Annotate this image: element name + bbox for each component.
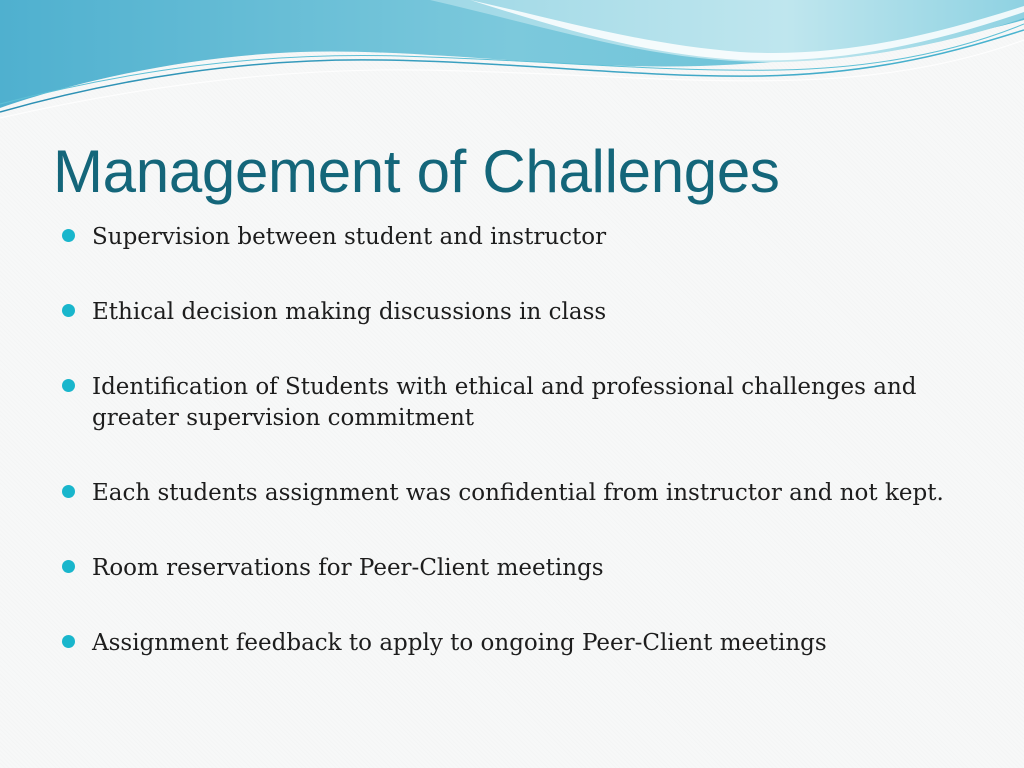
bullet-dot-icon: [62, 229, 75, 242]
bullet-dot-icon: [62, 635, 75, 648]
bullet-item: [60, 297, 970, 328]
bullet-text: Room reservations for Peer-Client meetings: [92, 555, 604, 581]
bullet-item: [60, 222, 970, 253]
bullet-item: [60, 478, 970, 509]
header-wave-decoration: [0, 0, 1024, 130]
bullet-text: Assignment feedback to apply to ongoing Peer-Client meetings: [92, 630, 827, 656]
bullet-item: [60, 553, 970, 584]
bullet-item: [60, 372, 970, 434]
bullet-text: Identification of Students with ethical and professional challenges and greater supervision commitment: [92, 374, 917, 431]
bullet-text: Supervision between student and instructor: [92, 224, 607, 250]
bullet-dot-icon: [62, 560, 75, 573]
bullet-dot-icon: [62, 379, 75, 392]
bullet-text: Ethical decision making discussions in class: [92, 299, 607, 325]
bullet-dot-icon: [62, 485, 75, 498]
bullet-text: Each students assignment was confidential from instructor and not kept.: [92, 480, 944, 506]
bullet-list: [60, 222, 970, 703]
bullet-dot-icon: [62, 304, 75, 317]
bullet-item: [60, 628, 970, 659]
slide-title: Management of Challenges: [53, 138, 780, 205]
